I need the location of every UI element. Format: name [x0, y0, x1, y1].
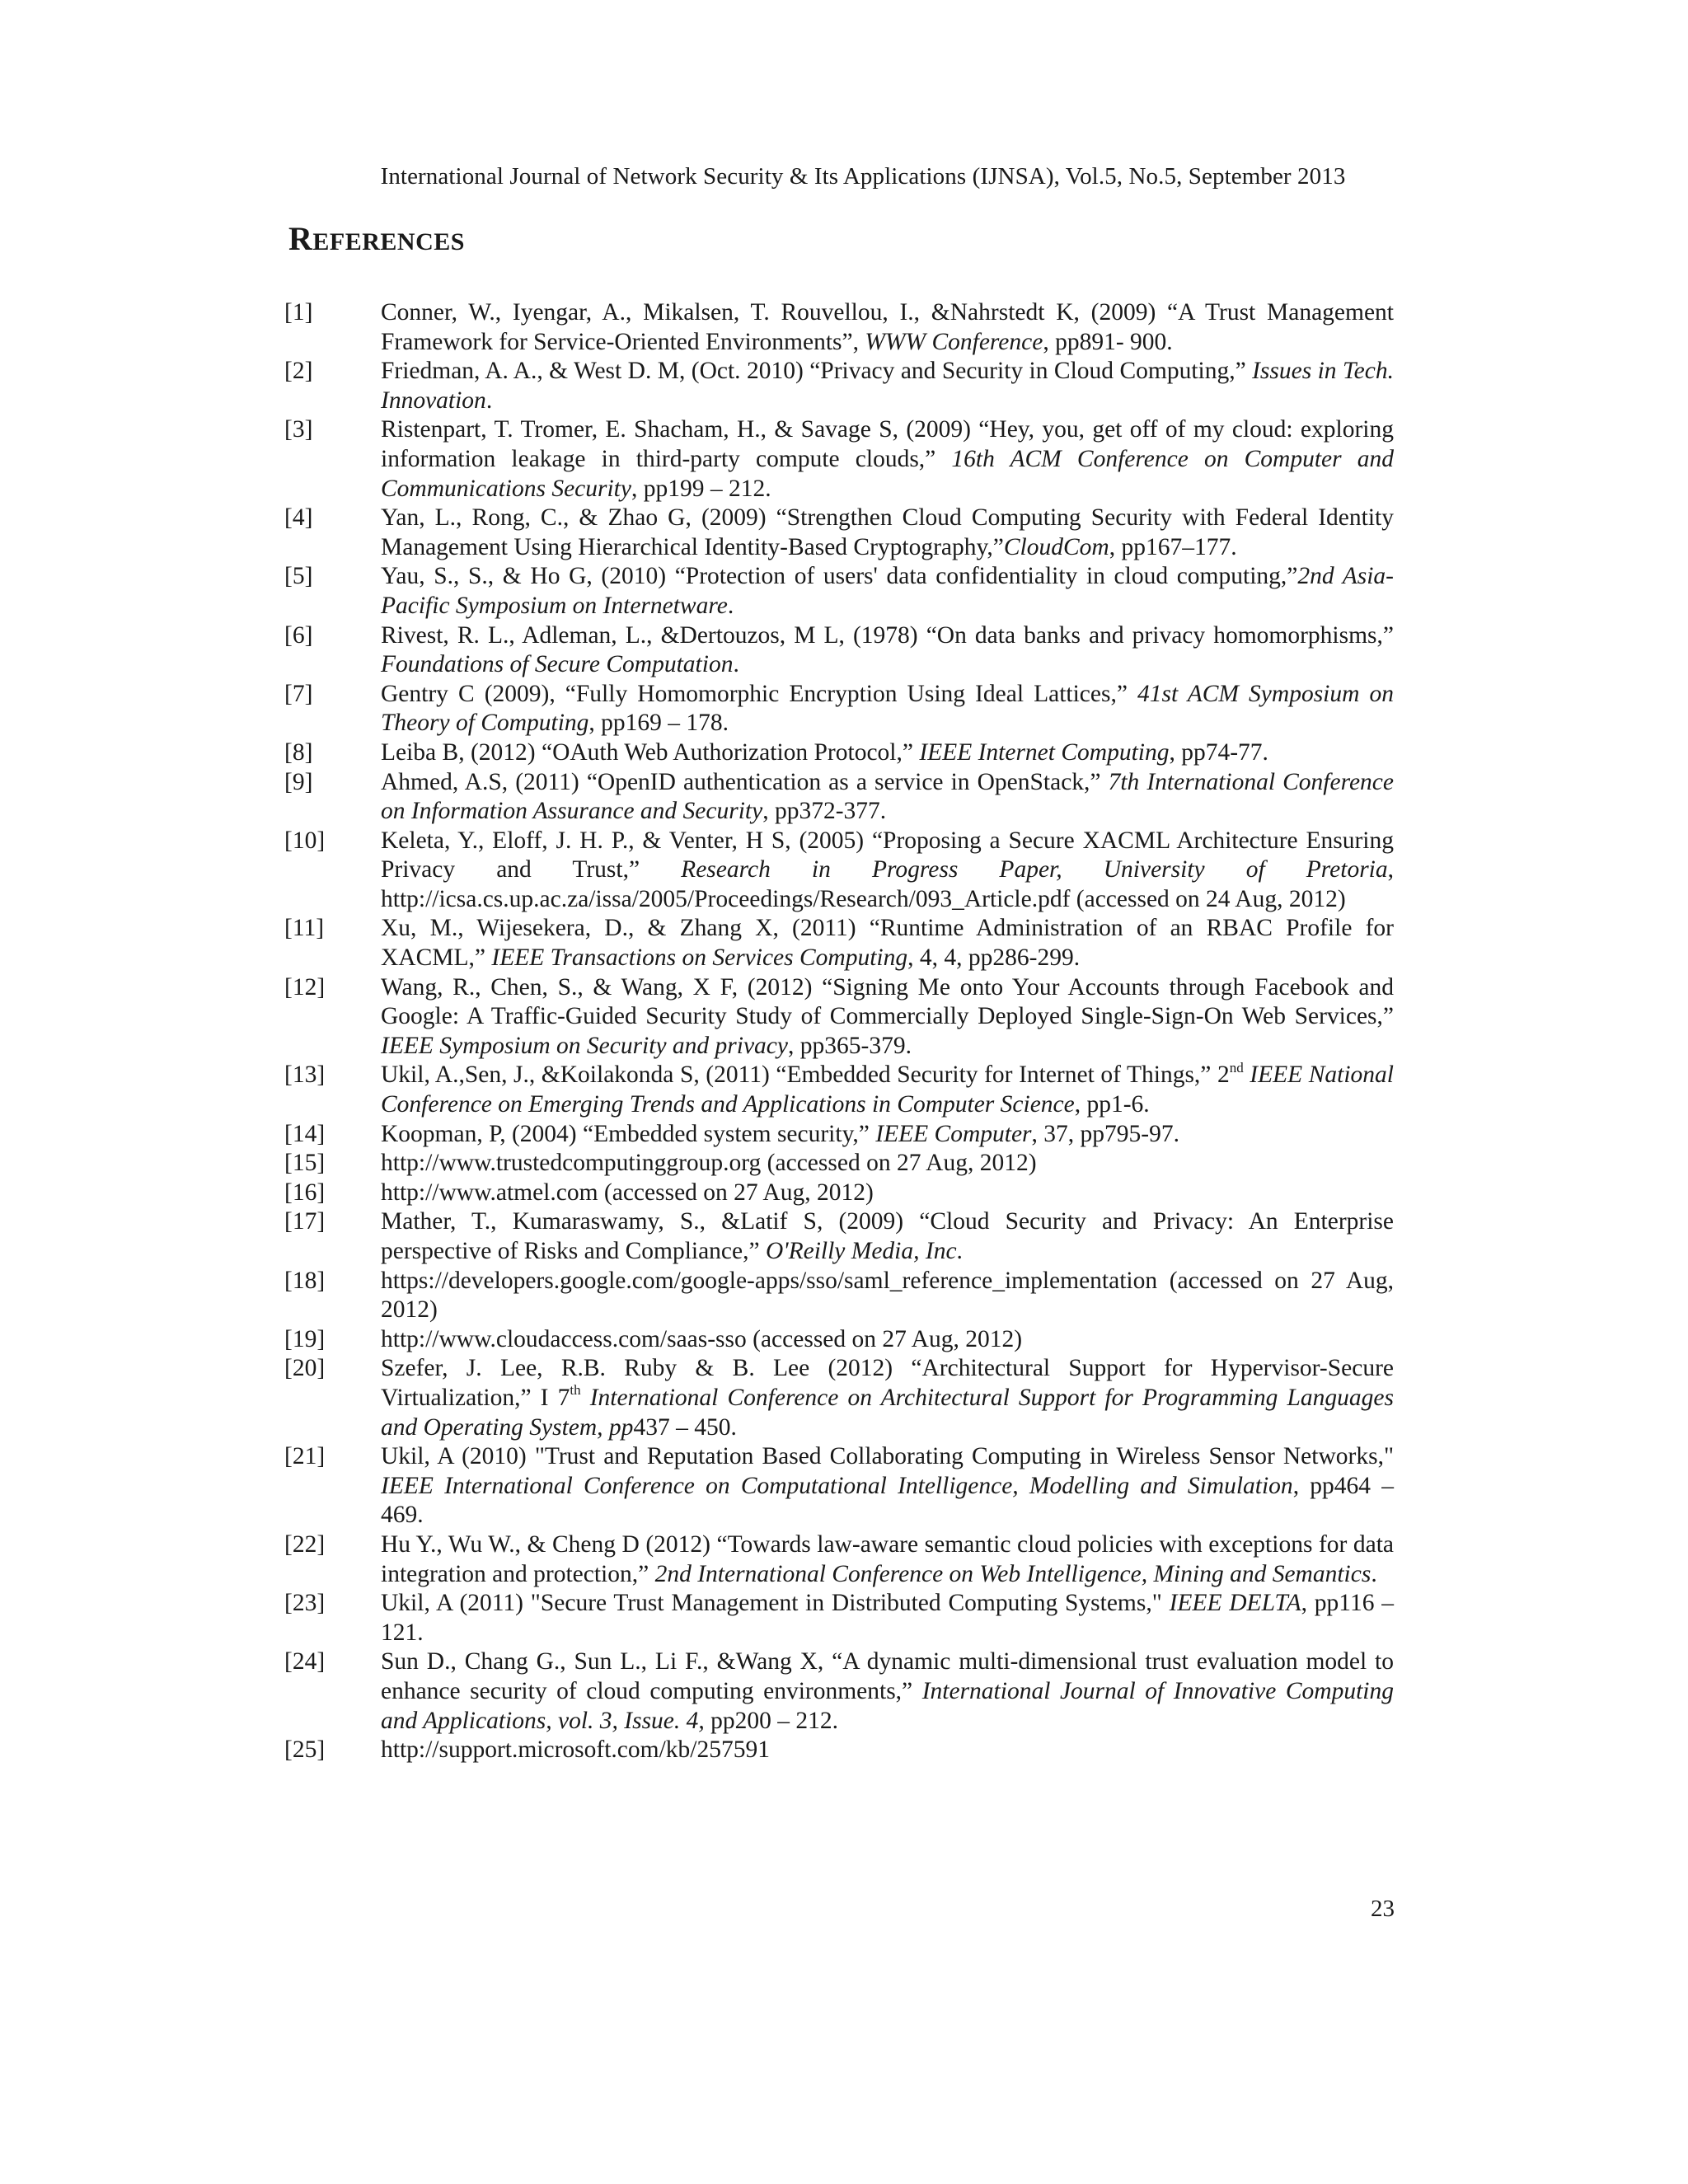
- reference-authors-title: Hu Y., Wu W., & Cheng D (2012) “Towards law-aware semantic cloud policies with exceptions for data integration and protection,”: [381, 1530, 1394, 1587]
- reference-ordinal-suffix: th: [570, 1382, 581, 1399]
- reference-venue: 41st ACM Symposium on Theory of Computing: [381, 680, 1395, 737]
- reference-text: [381, 299, 1394, 355]
- reference-text: [381, 1590, 1394, 1646]
- reference-entry: [284, 827, 1394, 915]
- reference-text: [381, 1150, 1037, 1176]
- reference-entry: [284, 357, 1394, 415]
- reference-pages: .: [733, 651, 739, 678]
- reference-venue: IEEE Transactions on Services Computing: [491, 944, 908, 972]
- reference-number: [6]: [284, 621, 313, 649]
- reference-text: [381, 1355, 1394, 1440]
- reference-number: [14]: [284, 1120, 326, 1147]
- reference-venue: IEEE Computer: [875, 1120, 1032, 1147]
- reference-list: [284, 298, 1394, 1765]
- reference-number: [18]: [284, 1267, 326, 1294]
- reference-pages: , pp167–177.: [1109, 533, 1237, 560]
- reference-number: [25]: [284, 1736, 326, 1764]
- reference-authors-title: Wang, R., Chen, S., & Wang, X F, (2012) “Signing Me onto Your Accounts through Facebook and Google: A Traffic-Guided Security Study of Commercially Deployed Single-Sign-On Web Services,”: [381, 973, 1394, 1030]
- reference-authors-title: Koopman, P, (2004) “Embedded system security,”: [381, 1120, 876, 1147]
- reference-number: [13]: [284, 1062, 326, 1089]
- reference-text: [381, 1059, 1395, 1118]
- reference-authors-title: Rivest, R. L., Adleman, L., &Dertouzos, M L, (1978) “On data banks and privacy homomorphisms,”: [381, 621, 1394, 649]
- reference-text: [381, 1179, 874, 1206]
- reference-authors-title: https://developers.google.com/google-apps/sso/saml_reference_implementation (accessed on 27 Aug, 2012): [381, 1267, 1394, 1324]
- reference-entry: [284, 1267, 1394, 1325]
- reference-number: [5]: [284, 563, 313, 590]
- reference-pages: , pp169 – 178.: [588, 710, 729, 737]
- reference-text: [381, 1268, 1394, 1324]
- reference-text: [381, 358, 1394, 414]
- reference-text: [381, 681, 1394, 737]
- reference-entry: [284, 1325, 1394, 1355]
- reference-number: [9]: [284, 768, 313, 795]
- reference-text: [381, 1648, 1394, 1733]
- reference-number: [12]: [284, 973, 326, 1001]
- reference-pages: , pp74-77.: [1169, 738, 1268, 766]
- reference-entry: [284, 1179, 1394, 1208]
- reference-venue: IEEE Symposium on Security and privacy: [381, 1032, 788, 1059]
- reference-venue: IEEE National Conference on Emerging Trends and Applications in Computer Science: [381, 1062, 1395, 1118]
- reference-entry: [284, 1442, 1394, 1530]
- reference-entry: [284, 562, 1394, 621]
- reference-entry: [284, 1647, 1394, 1736]
- reference-number: [7]: [284, 680, 313, 707]
- reference-pages: , pp365-379.: [788, 1032, 912, 1059]
- reference-text: [381, 1443, 1394, 1528]
- reference-authors-title: Ukil, A (2010) "Trust and Reputation Based Collaborating Computing in Wireless Sensor Networks,": [381, 1443, 1394, 1470]
- reference-authors-title: Xu, M., Wijesekera, D., & Zhang X, (2011) “Runtime Administration of an RBAC Profile for XACML,”: [381, 915, 1394, 972]
- reference-entry: [284, 1530, 1394, 1589]
- reference-number: [15]: [284, 1150, 326, 1177]
- section-title-rest: EFERENCES: [312, 228, 465, 255]
- reference-pages: , pp891- 900.: [1043, 328, 1173, 355]
- reference-text: [381, 1736, 770, 1763]
- reference-venue: International Journal of Innovative Computing and Applications, vol. 3, Issue. 4,: [381, 1677, 1394, 1734]
- reference-text: [381, 739, 1268, 766]
- reference-entry: [284, 1589, 1394, 1647]
- reference-text: [381, 563, 1394, 619]
- reference-number: [21]: [284, 1443, 326, 1470]
- reference-venue: 16th ACM Conference on Computer and Communications Security: [381, 445, 1394, 502]
- reference-number: [16]: [284, 1179, 326, 1206]
- reference-number: [11]: [284, 915, 325, 942]
- reference-entry: [284, 914, 1394, 972]
- reference-entry: [284, 1120, 1394, 1150]
- reference-entry: [284, 298, 1394, 357]
- reference-authors-title: Friedman, A. A., & West D. M, (Oct. 2010) “Privacy and Security in Cloud Computing,”: [381, 358, 1253, 385]
- reference-authors-title: Ukil, A (2011) "Secure Trust Management in Distributed Computing Systems,": [381, 1590, 1170, 1617]
- reference-number: [17]: [284, 1208, 326, 1235]
- reference-authors-title: Szefer, J. Lee, R.B. Ruby & B. Lee (2012) “Architectural Support for Hypervisor-Secure Virtualization,” I 7: [381, 1355, 1394, 1411]
- reference-text: [381, 504, 1394, 560]
- reference-authors-title: Yau, S., S., & Ho G, (2010) “Protection of users' data confidentiality in cloud computing,”: [381, 563, 1298, 590]
- reference-entry: [284, 1354, 1394, 1442]
- reference-authors-title: Yan, L., Rong, C., & Zhao G, (2009) “Strengthen Cloud Computing Security with Federal Identity Management Using Hierarchical Identity-Based Cryptography,”: [381, 504, 1394, 560]
- reference-authors-title: http://www.atmel.com (accessed on 27 Aug, 2012): [381, 1179, 874, 1206]
- reference-pages: , 4, 4, pp286-299.: [907, 944, 1081, 972]
- reference-pages: .: [485, 387, 493, 414]
- page-number: 23: [1371, 1896, 1395, 1922]
- reference-text: [381, 769, 1394, 825]
- reference-pages: , http://icsa.cs.up.ac.za/issa/2005/Proceedings/Research/093_Article.pdf (accessed on 24 Aug, 2012): [381, 856, 1394, 912]
- reference-entry: [284, 680, 1394, 738]
- section-title-initial: R: [288, 220, 313, 257]
- reference-text: [381, 416, 1394, 501]
- reference-text: [381, 1208, 1394, 1264]
- reference-authors-title: Sun D., Chang G., Sun L., Li F., &Wang X, “A dynamic multi-dimensional trust evaluation model to enhance security of cloud computing environments,”: [381, 1648, 1394, 1704]
- reference-number: [19]: [284, 1325, 326, 1352]
- reference-venue: Research in Progress Paper, University of Pretoria: [681, 856, 1388, 883]
- reference-pages: , pp464 – 469.: [381, 1472, 1395, 1529]
- reference-pages: , 37, pp795-97.: [1031, 1120, 1179, 1147]
- reference-venue: IEEE DELTA: [1169, 1590, 1301, 1617]
- reference-venue: IEEE Internet Computing: [919, 738, 1170, 766]
- reference-text: [381, 827, 1394, 912]
- section-title: [288, 221, 465, 260]
- reference-number: [8]: [284, 738, 313, 766]
- reference-venue: CloudCom: [1003, 533, 1109, 560]
- reference-text: [381, 1326, 1022, 1352]
- reference-authors-title: http://support.microsoft.com/kb/257591: [381, 1736, 770, 1764]
- reference-text: [381, 974, 1394, 1059]
- reference-authors-title: Ristenpart, T. Tromer, E. Shacham, H., & Savage S, (2009) “Hey, you, get off of my cloud: exploring information leakage in third-party compute clouds,”: [381, 416, 1394, 472]
- reference-pages: , pp372-377.: [762, 798, 887, 825]
- reference-venue: Foundations of Secure Computation: [381, 651, 734, 678]
- reference-authors-title: Keleta, Y., Eloff, J. H. P., & Venter, H S, (2005) “Proposing a Secure XACML Architecture Ensuring Privacy and Trust,”: [381, 827, 1394, 883]
- reference-number: [10]: [284, 827, 326, 854]
- reference-authors-title: Ahmed, A.S, (2011) “OpenID authentication as a service in OpenStack,”: [381, 768, 1109, 795]
- reference-entry: [284, 415, 1394, 504]
- reference-authors-title: Conner, W., Iyengar, A., Mikalsen, T. Rouvellou, I., &Nahrstedt K, (2009) “A Trust Management Framework for Service-Oriented Environments”,: [381, 299, 1394, 355]
- reference-entry: [284, 973, 1394, 1062]
- reference-number: [23]: [284, 1590, 326, 1617]
- running-header: International Journal of Network Security & Its Applications (IJNSA), Vol.5, No.5, September 2013: [380, 163, 1346, 190]
- reference-pages: pp200 – 212.: [704, 1707, 839, 1734]
- reference-venue: WWW Conference: [865, 328, 1043, 355]
- reference-authors-title: Mather, T., Kumaraswamy, S., &Latif S, (2009) “Cloud Security and Privacy: An Enterprise perspective of Risks and Compliance,”: [381, 1208, 1394, 1264]
- reference-pages: .: [956, 1238, 963, 1264]
- reference-entry: [284, 1149, 1394, 1179]
- reference-pages: .: [727, 592, 734, 619]
- reference-authors-title: Leiba B, (2012) “OAuth Web Authorization Protocol,”: [381, 738, 920, 766]
- reference-pages: , pp199 – 212.: [631, 475, 771, 502]
- reference-entry: [284, 621, 1394, 680]
- reference-number: [22]: [284, 1530, 326, 1558]
- reference-number: [3]: [284, 416, 313, 443]
- reference-entry: [284, 504, 1394, 562]
- reference-pages: .: [1371, 1560, 1377, 1587]
- reference-entry: [284, 768, 1394, 827]
- reference-venue: O'Reilly Media, Inc: [765, 1238, 957, 1264]
- reference-entry: [284, 1207, 1394, 1266]
- reference-text: [381, 622, 1394, 678]
- reference-text: [381, 1121, 1179, 1147]
- reference-number: [4]: [284, 504, 313, 532]
- reference-authors-title: http://www.trustedcomputinggroup.org (accessed on 27 Aug, 2012): [381, 1150, 1037, 1177]
- reference-entry: [284, 738, 1394, 768]
- reference-number: [2]: [284, 358, 313, 385]
- reference-pages: , pp1-6.: [1074, 1091, 1150, 1118]
- reference-venue: IEEE International Conference on Computational Intelligence, Modelling and Simulation: [381, 1472, 1293, 1499]
- reference-venue: International Conference on Architectural Support for Programming Languages and Operating System, pp: [381, 1384, 1394, 1441]
- reference-venue: 7th International Conference on Information Assurance and Security: [381, 768, 1394, 825]
- reference-number: [20]: [284, 1355, 326, 1382]
- reference-authors-title: http://www.cloudaccess.com/saas-sso (accessed on 27 Aug, 2012): [381, 1325, 1023, 1352]
- reference-venue: 2nd International Conference on Web Intelligence, Mining and Semantics: [654, 1560, 1372, 1587]
- reference-entry: [284, 1736, 1394, 1765]
- reference-ordinal-suffix: nd: [1229, 1059, 1244, 1076]
- reference-venue: 2nd Asia-Pacific Symposium on Internetware: [381, 563, 1394, 619]
- reference-number: [1]: [284, 299, 313, 326]
- reference-text: [381, 1531, 1394, 1587]
- reference-pages: 437 – 450.: [633, 1413, 737, 1441]
- reference-authors-title: Gentry C (2009), “Fully Homomorphic Encryption Using Ideal Lattices,”: [381, 680, 1138, 707]
- reference-venue: Issues in Tech. Innovation: [381, 358, 1394, 414]
- reference-number: [24]: [284, 1648, 326, 1675]
- reference-pages: , pp116 – 121.: [381, 1590, 1395, 1646]
- reference-authors-title: Ukil, A.,Sen, J., &Koilakonda S, (2011) “Embedded Security for Internet of Things,” 2: [381, 1062, 1230, 1089]
- reference-text: [381, 915, 1394, 971]
- reference-entry: [284, 1061, 1394, 1119]
